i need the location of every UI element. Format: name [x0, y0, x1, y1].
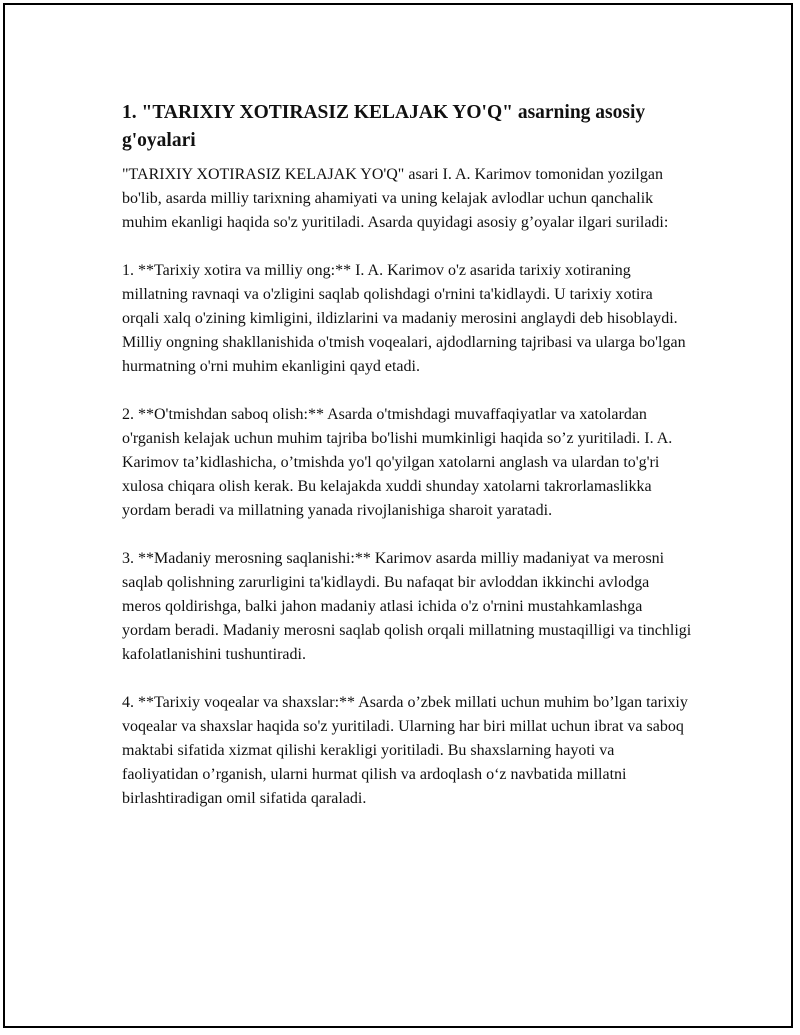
page-frame	[3, 3, 793, 1028]
intro-paragraph: "TARIXIY XOTIRASIZ KELAJAK YO'Q" asari I. A. Karimov tomonidan yozilgan bo'lib, asarda milliy tarixning ahamiyati va uning kelajak avlodlar uchun qanchalik muhim ekanligi haqida so'z yuritiladi. Asarda quyidagi asosiy g’oyalar ilgari suriladi:	[122, 166, 669, 231]
document-body	[122, 99, 692, 835]
point-4-paragraph: 4. **Tarixiy voqealar va shaxslar:** Asarda o’zbek millati uchun muhim bo’lgan tarixiy voqealar va shaxslar haqida so'z yuritiladi. Ularning har biri millat uchun ibrat va saboq maktabi sifatida xizmat qilishi kerakligi yoritiladi. Bu shaxslarning hayoti va faoliyatidan o’rganish, ularni hurmat qilish va ardoqlash o‘z navbatida millatni birlashtiradigan omil sifatida qaraladi.	[122, 694, 688, 807]
point-3-paragraph: 3. **Madaniy merosning saqlanishi:** Karimov asarda milliy madaniyat va merosni saqlab qolishning zarurligini ta'kidlaydi. Bu nafaqat bir avloddan ikkinchi avlodga meros qoldirishga, balki jahon madaniy atlasi ichida o'z o'rnini mustahkamlashga yordam beradi. Madaniy merosni saqlab qolish orqali millatning mustaqilligi va tinchligi kafolatlanishini tushuntiradi.	[122, 550, 692, 663]
point-1-paragraph: 1. **Tarixiy xotira va milliy ong:** I. A. Karimov o'z asarida tarixiy xotiraning millatning ravnaqi va o'zligini saqlab qolishdagi o'rnini ta'kidlaydi. U tarixiy xotira orqali xalq o'zining kimligini, ildizlarini va madaniy merosini anglaydi deb hisoblaydi. Milliy ongning shakllanishida o'tmish voqealari, ajdodlarning tajribasi va ularga bo'lgan hurmatning o'rni muhim ekanligini qayd etadi.	[122, 262, 686, 375]
point-2-paragraph: 2. **O'tmishdan saboq olish:** Asarda o'tmishdagi muvaffaqiyatlar va xatolardan o'rganish kelajak uchun muhim tajriba bo'lishi mumkinligi haqida so’z yuritiladi. I. A. Karimov ta’kidlashicha, o’tmishda yo'l qo'yilgan xatolarni anglash va ulardan to'g'ri xulosa chiqara olish kerak. Bu kelajakda xuddi shunday xatolarni takrorlamaslikka yordam beradi va millatning yanada rivojlanishiga sharoit yaratadi.	[122, 406, 673, 519]
document-title: 1. "TARIXIY XOTIRASIZ KELAJAK YO'Q" asarning asosiy g'oyalari	[122, 102, 646, 151]
